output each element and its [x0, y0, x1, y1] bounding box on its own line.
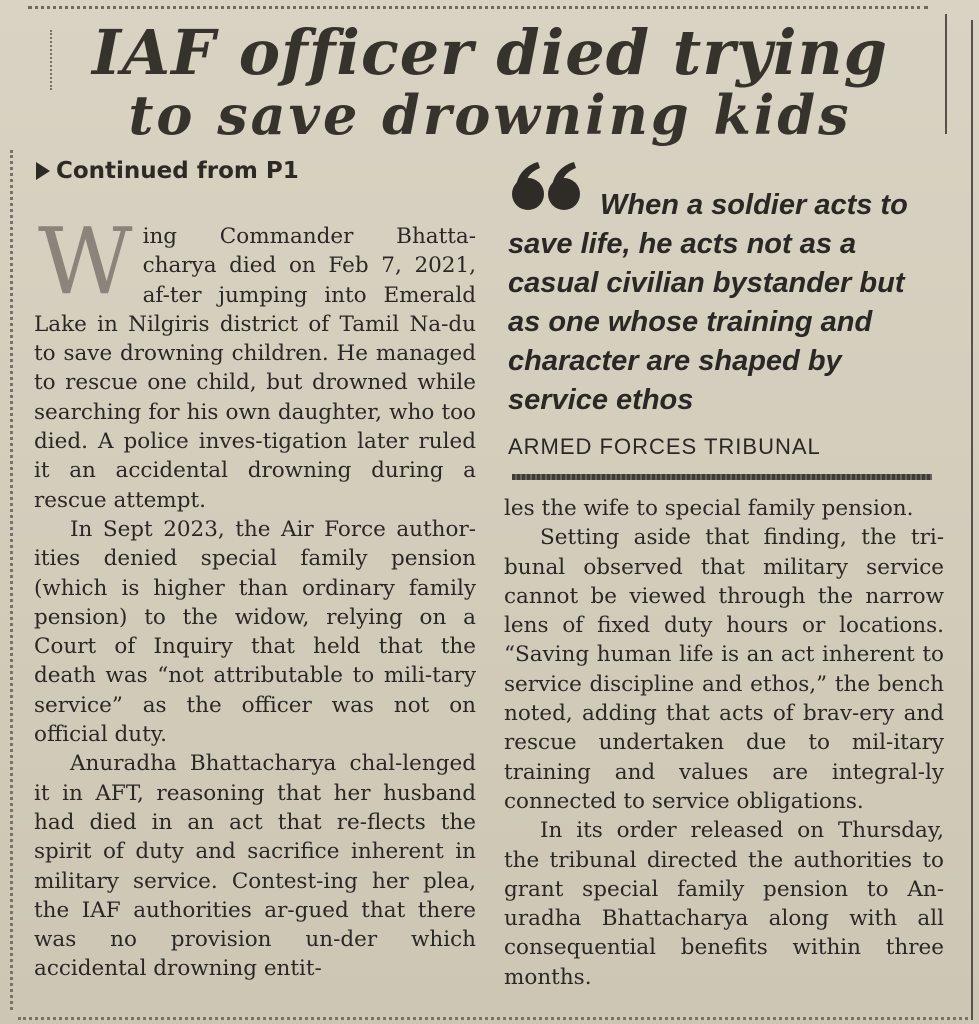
headline-line-1: IAF officer died trying: [91, 16, 888, 89]
column-rule-right: [971, 20, 973, 1020]
headline-line-2: to save drowning kids: [128, 83, 852, 147]
article-paragraph-3: Anuradha Bhattacharya chal-lenged it in AFT, reasoning that her husband had died in an act that re-flects the spirit of duty and sacrifice inherent in military service. Contest-ing her plea, the IAF authorities ar-gued that there was no provision un-der which accidental drowning entit-: [34, 751, 476, 982]
triangle-arrow-icon: [36, 162, 50, 180]
pull-quote-text: When a soldier acts to save life, he acts not as a casual civilian bystander but as one whose training and character are shaped by service ethos: [508, 189, 908, 416]
paragraph-1-text: ing Commander Bhatta-charya died on Feb 7, 2021, af-ter jumping into Emerald Lake in Nilgiris district of Tamil Na-du to save drowning children. He managed to rescue one child, but drowned while searching for his own daughter, who too died. A police inves-tigation later ruled it an accidental drowning during a rescue attempt.: [34, 224, 476, 513]
pull-quote-source: ARMED FORCES TRIBUNAL: [508, 434, 821, 459]
dotted-border-left: [10, 150, 13, 1010]
column-rule-right-upper: [945, 14, 947, 134]
pull-quote: [508, 160, 938, 460]
article-column-right: [504, 494, 944, 992]
article-paragraph-4: les the wife to special family pension.: [504, 496, 914, 521]
quote-mark-icon: [508, 160, 588, 220]
article-paragraph-5: Setting aside that finding, the tri-bunal observed that military service cannot be viewed through the narrow lens of fixed duty hours or locations. “Saving human life is an act inherent to service discipline and ethos,” the bench noted, adding that acts of brav-ery and rescue undertaken due to mil-itary training and values are integral-ly connected to service obligations.: [504, 525, 944, 814]
headline: [40, 16, 940, 147]
continued-from-marker: [36, 158, 299, 184]
article-paragraph-2: In Sept 2023, the Air Force author-ities denied special family pension (which is higher than ordinary family pension) to the widow, relying on a Court of Inquiry that held that the death was “not attributable to mili-tary service” as the officer was not on official duty.: [34, 516, 476, 748]
dotted-border-bottom: [18, 1017, 968, 1020]
pull-quote-rule: [512, 474, 932, 480]
continued-label: Continued from P1: [56, 158, 299, 184]
dotted-border-top: [28, 6, 928, 9]
article-paragraph-1: [34, 208, 476, 515]
article-column-left: [34, 208, 476, 984]
article-paragraph-6: In its order released on Thursday, the tribunal directed the authorities to grant special family pension to An-uradha Bhattacharya along with all consequential benefits within three months.: [504, 818, 944, 990]
drop-cap: W: [38, 208, 133, 315]
